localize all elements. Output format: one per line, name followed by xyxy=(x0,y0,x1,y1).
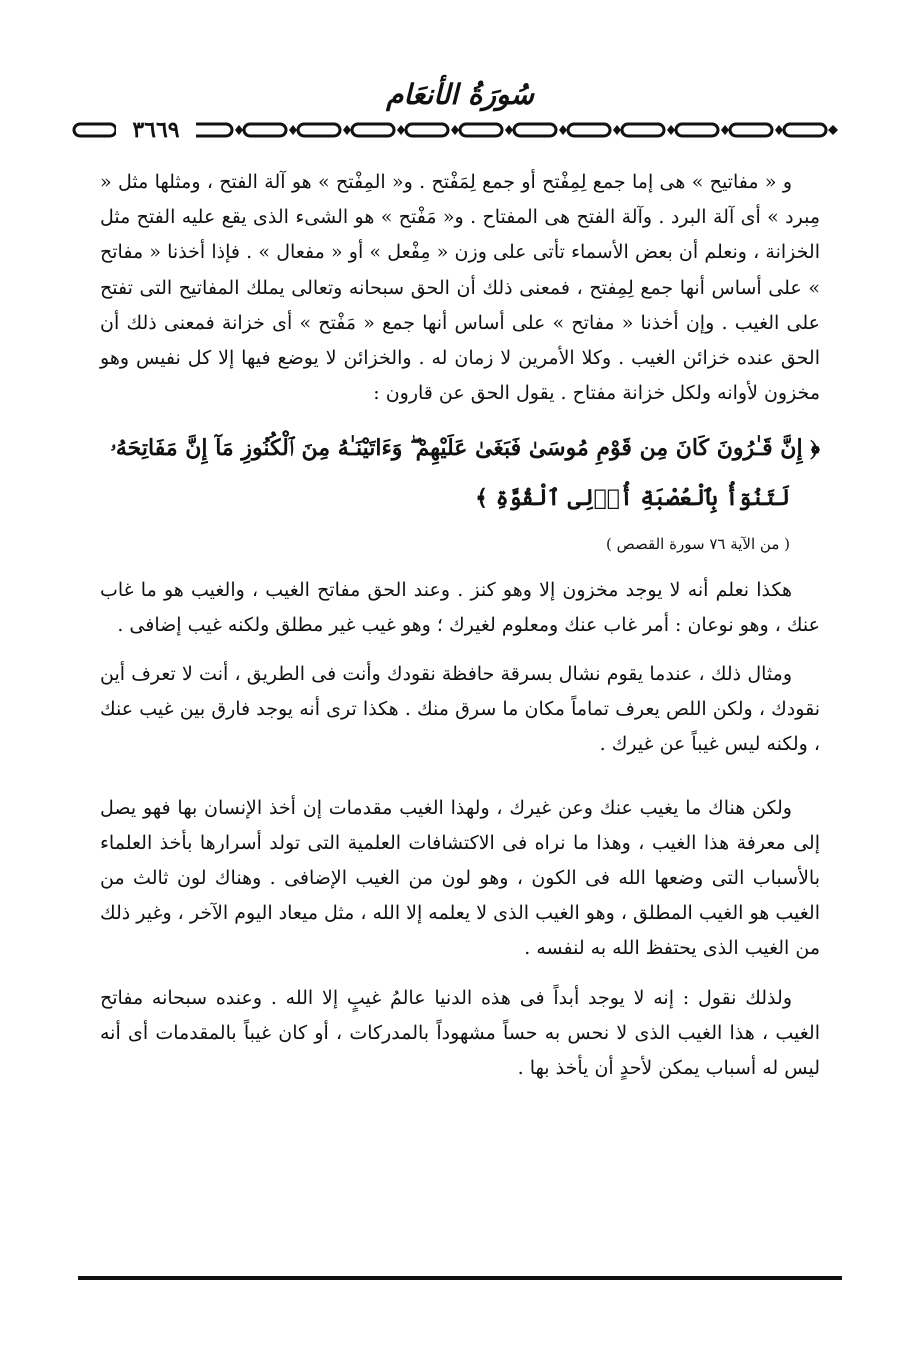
paragraph-conclusion: ولذلك نقول : إنه لا يوجد أبداً فى هذه الدنيا عالمُ غيبٍ إلا الله . وعنده سبحانه مفاتح الغيب ، هذا الغيب الذى لا نحس به حساً مشهوداً بالمدركات ، أو كان غيباً بالمقدمات أى أنه ليس له أسباب يمكن لأحدٍ أن يأخذ بها . xyxy=(100,986,820,1080)
paragraph-thief-example: ومثال ذلك ، عندما يقوم نشال بسرقة حافظة نقودك وأنت فى الطريق ، أنت لا تعرف أين نقودك ، ولكن اللص يعرف تماماً مكان ما سرق منك . هكذا ترى أنه يوجد فارق بين غيب عنك ، ولكنه ليس غيباً عن غيرك . xyxy=(100,663,820,756)
surah-title: سُورَةُ الأنعَام xyxy=(386,78,534,111)
footer-rule xyxy=(78,1276,842,1280)
page-body xyxy=(100,165,820,1086)
verse-line-2: لَتَنُوٓأُ بِٱلْعُصْبَةِ أُو۟لِى ٱلْقُوَّةِ ﴾ xyxy=(475,485,790,512)
paragraph-absolute-ghayb: ولكن هناك ما يغيب عنك وعن غيرك ، ولهذا الغيب مقدمات إن أخذ الإنسان بها فهو يصل إلى معرفة هذا الغيب ، وهذا ما نراه فى الاكتشافات العلمية التى تولد أسرارها بأخذ العلماء بالأسباب التى وضعها الله فى الكون ، وهو لون من الغيب الإضافى . وهناك لون ثالث من الغيب هو الغيب المطلق ، وهو الغيب الذى لا يعلمه إلا الله ، مثل ميعاد اليوم الآخر ، وغير ذلك من الغيب الذى يحتفظ الله به لنفسه . xyxy=(100,796,820,960)
paragraph-mafatih-meaning: و « مفاتيح » هى إما جمع لِمِفْتح أو جمع لِمَفْتح . و« المِفْتح » هو آلة الفتح ، ومثلها مثل « مِبرد » أى آلة البرد . وآلة الفتح هى المفتاح . و« مَفْتح » هو الشىء الذى يقع عليه الفتح مثل الخزانة ، ونعلم أن بعض الأسماء تأتى على وزن « مِفْعل » أو « مفعال » . فإذا أخذنا « مفاتح » على أساس أنها جمع لِمِفتح ، فمعنى ذلك أن الحق سبحانه وتعالى يملك المفاتيح التى تفتح على الغيب . وإن أخذنا « مفاتح » على أساس أنها جمع « مَفْتح » أى خزانة فمعنى ذلك أن الحق عنده خزائن الغيب . وكلا الأمرين لا زمان له . والخزائن لا يوضع فيها إلا كل نفيس وهو مخزون لأوانه ولكل خزانة مفتاح . يقول الحق عن قارون : xyxy=(100,171,820,405)
page-number: ٣٦٦٩ xyxy=(116,116,196,144)
verse-reference: ( من الآية ٧٦ سورة القصص ) xyxy=(606,535,790,554)
verse-line-1: ﴿ إِنَّ قَـٰرُونَ كَانَ مِن قَوْمِ مُوسَىٰ فَبَغَىٰ عَلَيْهِمْ ۖ وَءَاتَيْنَـٰهُ مِنَ ٱلْكُنُوزِ مَآ إِنَّ مَفَاتِحَهُۥ xyxy=(110,435,820,462)
quran-verse xyxy=(100,423,820,523)
paragraph-types-of-ghayb: هكذا نعلم أنه لا يوجد مخزون إلا وهو كنز . وعند الحق مفاتح الغيب ، والغيب هو ما غاب عنك ، وهو نوعان : أمر غاب عنك ومعلوم لغيرك ؛ وهو غيب غير مطلق ولكنه غيب إضافى . xyxy=(100,578,820,636)
